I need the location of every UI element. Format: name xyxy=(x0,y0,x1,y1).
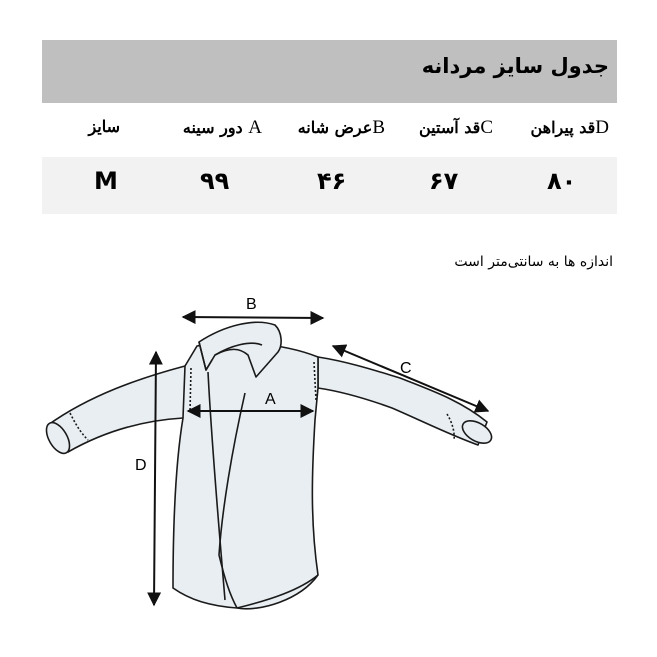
label-b: B xyxy=(246,296,257,313)
value-size: M xyxy=(94,167,118,195)
size-table-title-bar xyxy=(42,40,617,103)
header-size: سایز xyxy=(88,117,120,136)
measurement-b-arrow xyxy=(183,317,323,318)
size-table-title: جدول سایز مردانه xyxy=(421,54,609,78)
label-c: C xyxy=(400,360,412,377)
table-row xyxy=(42,157,617,214)
shirt-measurement-diagram xyxy=(0,280,657,657)
header-chest: A دور سینه xyxy=(182,117,262,138)
table-header-row xyxy=(42,105,617,155)
value-shirt-length: ۸۰ xyxy=(547,167,577,195)
shirt-icon xyxy=(42,322,496,608)
value-shoulder-width: ۴۶ xyxy=(317,167,347,195)
value-sleeve-length: ۶۷ xyxy=(429,167,459,195)
header-sleeve-length: Cقد آستین xyxy=(419,117,493,138)
label-a: A xyxy=(265,391,276,408)
units-note: اندازه ها به سانتی‌متر است xyxy=(454,254,613,270)
value-chest: ۹۹ xyxy=(200,167,230,195)
label-d: D xyxy=(135,457,147,474)
header-shirt-length: Dقد پیراهن xyxy=(530,117,609,138)
header-shoulder-width: Bعرض شانه xyxy=(297,117,385,138)
